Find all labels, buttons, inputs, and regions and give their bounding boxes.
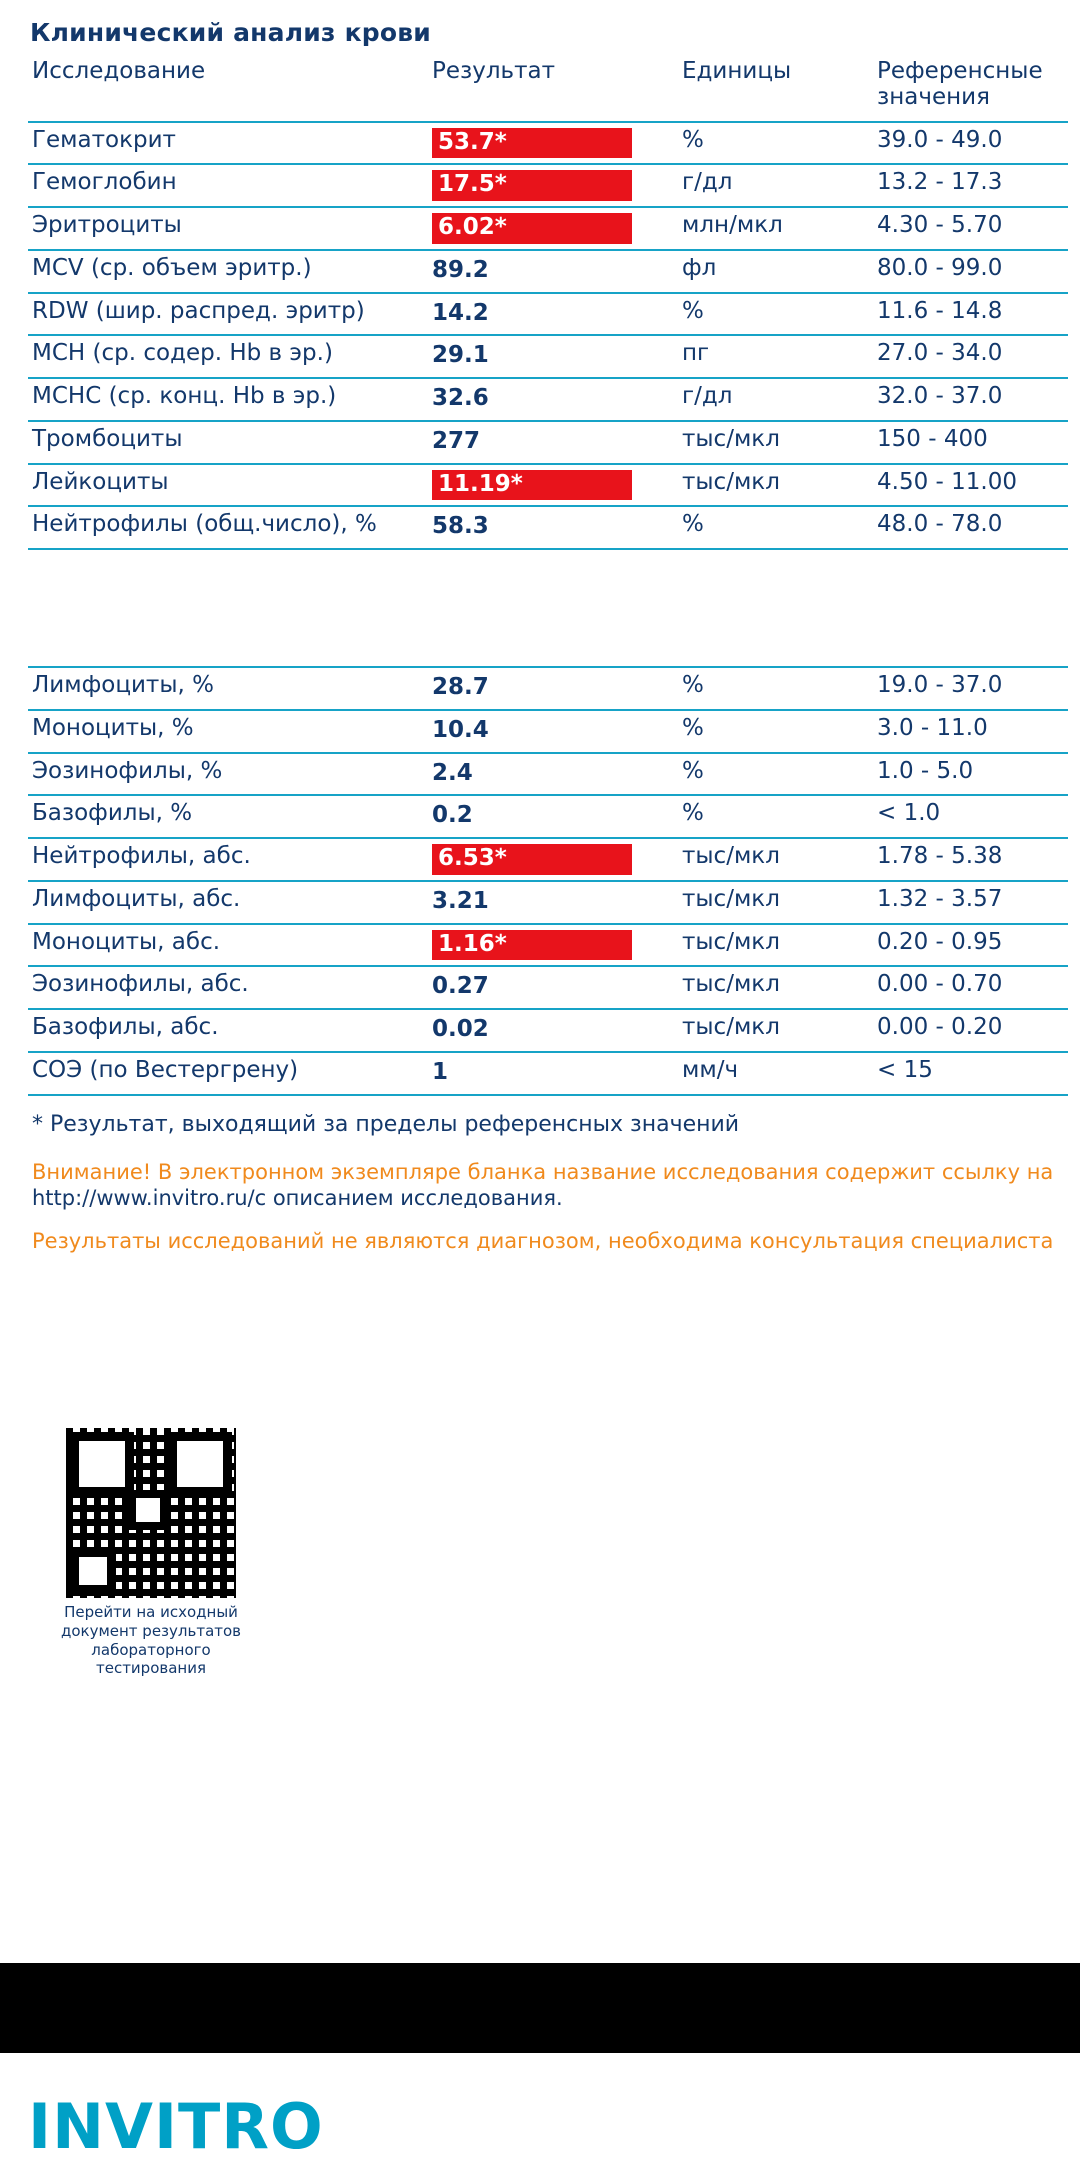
- result-value: 1: [432, 1058, 449, 1085]
- table-row: [28, 164, 1068, 207]
- result-value: 277: [432, 427, 481, 454]
- cell-test-name: Нейтрофилы, абс.: [28, 838, 428, 881]
- cell-reference-range: 4.50 - 11.00: [873, 464, 1068, 507]
- cell-units: млн/мкл: [678, 207, 873, 250]
- attention-url-tail: с описанием исследования.: [254, 1185, 563, 1210]
- table-row: [28, 250, 1068, 293]
- cell-test-name: RDW (шир. распред. эритр): [28, 293, 428, 336]
- cell-result: [428, 335, 678, 378]
- cell-result: [428, 122, 678, 165]
- cell-result: [428, 1052, 678, 1095]
- result-value: 28.7: [432, 674, 489, 700]
- result-value: 29.1: [432, 342, 489, 369]
- result-value: 0.02: [432, 1016, 489, 1042]
- cell-result: [428, 464, 678, 507]
- cell-result: [428, 924, 678, 967]
- cell-test-name: Эритроциты: [28, 207, 428, 250]
- cell-test-name: СОЭ (по Вестергрену): [28, 1052, 428, 1095]
- qr-caption: [58, 1603, 244, 1678]
- attention-url-link[interactable]: http://www.invitro.ru/: [32, 1185, 255, 1210]
- cell-reference-range: 0.00 - 0.70: [873, 966, 1068, 1009]
- table-spacer-row: [28, 549, 1068, 667]
- column-header-units: Единицы: [682, 58, 792, 84]
- cell-units: %: [678, 122, 873, 165]
- table-row: [28, 207, 1068, 250]
- cell-test-name: Лейкоциты: [28, 464, 428, 507]
- result-value: 14.2: [432, 299, 489, 326]
- cell-reference-range: 32.0 - 37.0: [873, 378, 1068, 421]
- cell-reference-range: 150 - 400: [873, 421, 1068, 464]
- cell-units: фл: [678, 250, 873, 293]
- cell-test-name: MCV (ср. объем эритр.): [28, 250, 428, 293]
- cell-test-name: MCHC (ср. конц. Hb в эр.): [28, 378, 428, 421]
- cell-units: мм/ч: [678, 1052, 873, 1095]
- result-abnormal-badge: 6.53*: [432, 844, 632, 875]
- result-abnormal-badge: 53.7*: [432, 128, 632, 159]
- cell-units: пг: [678, 335, 873, 378]
- cell-reference-range: 27.0 - 34.0: [873, 335, 1068, 378]
- cell-result: [428, 795, 678, 838]
- cell-units: тыс/мкл: [678, 838, 873, 881]
- cell-reference-range: 48.0 - 78.0: [873, 506, 1068, 549]
- cell-reference-range: 11.6 - 14.8: [873, 293, 1068, 336]
- cell-reference-range: < 1.0: [873, 795, 1068, 838]
- table-row: [28, 293, 1068, 336]
- column-header-name: Исследование: [32, 58, 206, 84]
- cell-units: тыс/мкл: [678, 966, 873, 1009]
- table-row: [28, 710, 1068, 753]
- qr-caption-line2: документ результатов: [60, 1621, 242, 1640]
- cell-test-name: Эозинофилы, %: [28, 753, 428, 796]
- attention-note: [32, 1159, 1052, 1212]
- qr-eye-bottom-left: [70, 1548, 116, 1594]
- table-row: [28, 1009, 1068, 1052]
- table-row: [28, 122, 1068, 165]
- result-value: 58.3: [432, 513, 489, 540]
- cell-units: тыс/мкл: [678, 1009, 873, 1052]
- result-value: 32.6: [432, 385, 489, 411]
- cell-result: [428, 421, 678, 464]
- table-header-row: [28, 57, 1068, 122]
- table-row: [28, 795, 1068, 838]
- table-row: [28, 966, 1068, 1009]
- cell-reference-range: 39.0 - 49.0: [873, 122, 1068, 165]
- cell-test-name: Моноциты, абс.: [28, 924, 428, 967]
- cell-units: тыс/мкл: [678, 464, 873, 507]
- cell-result: [428, 250, 678, 293]
- table-row: [28, 1052, 1068, 1095]
- attention-text: В электронном экземпляре бланка название исследования содержит ссылку на: [151, 1159, 1054, 1184]
- attention-prefix: Внимание!: [32, 1159, 152, 1184]
- cell-units: %: [678, 710, 873, 753]
- result-value: 2.4: [432, 759, 473, 786]
- table-body: [28, 122, 1068, 1095]
- cell-test-name: Гемоглобин: [28, 164, 428, 207]
- cell-result: [428, 293, 678, 336]
- cell-test-name: Базофилы, абс.: [28, 1009, 428, 1052]
- cell-units: тыс/мкл: [678, 924, 873, 967]
- cell-units: тыс/мкл: [678, 421, 873, 464]
- page-title: Клинический анализ крови: [30, 18, 431, 47]
- result-abnormal-badge: 11.19*: [432, 470, 632, 501]
- cell-test-name: Лимфоциты, абс.: [28, 881, 428, 924]
- cell-test-name: Гематокрит: [28, 122, 428, 165]
- cell-units: %: [678, 667, 873, 710]
- qr-caption-line1: Перейти на исходный: [64, 1603, 238, 1621]
- result-value: 10.4: [432, 716, 489, 743]
- result-value: 0.27: [432, 973, 489, 1000]
- cell-units: %: [678, 753, 873, 796]
- table-row: [28, 838, 1068, 881]
- cell-test-name: Нейтрофилы (общ.число), %: [28, 506, 428, 549]
- cell-test-name: Эозинофилы, абс.: [28, 966, 428, 1009]
- cell-result: [428, 207, 678, 250]
- cell-test-name: Базофилы, %: [28, 795, 428, 838]
- result-value: 89.2: [432, 256, 489, 283]
- column-header-reference-line2: значения: [877, 83, 990, 110]
- cell-result: [428, 966, 678, 1009]
- result-abnormal-badge: 17.5*: [432, 170, 632, 201]
- cell-result: [428, 710, 678, 753]
- results-table: [28, 57, 1068, 1096]
- table-row: [28, 506, 1068, 549]
- qr-block: [58, 1428, 308, 1678]
- cell-reference-range: 1.0 - 5.0: [873, 753, 1068, 796]
- cell-units: г/дл: [678, 164, 873, 207]
- cell-reference-range: 1.32 - 3.57: [873, 881, 1068, 924]
- result-value: 3.21: [432, 887, 489, 914]
- column-header-result: Результат: [432, 58, 556, 84]
- cell-test-name: Лимфоциты, %: [28, 667, 428, 710]
- cell-units: тыс/мкл: [678, 881, 873, 924]
- table-header: [28, 57, 1068, 122]
- cell-test-name: MCH (ср. содер. Hb в эр.): [28, 335, 428, 378]
- result-abnormal-badge: 6.02*: [432, 213, 632, 244]
- cell-units: г/дл: [678, 378, 873, 421]
- footer-black-bar: [0, 1963, 1080, 2053]
- cell-result: [428, 838, 678, 881]
- cell-units: %: [678, 795, 873, 838]
- column-header-reference-line1: Референсные: [877, 58, 1043, 84]
- qr-caption-line3: лабораторного тестирования: [91, 1640, 211, 1678]
- result-value: 0.2: [432, 802, 473, 829]
- cell-reference-range: 0.20 - 0.95: [873, 924, 1068, 967]
- cell-reference-range: 4.30 - 5.70: [873, 207, 1068, 250]
- table-row: [28, 335, 1068, 378]
- table-row: [28, 378, 1068, 421]
- cell-test-name: Тромбоциты: [28, 421, 428, 464]
- invitro-logo: INVITRO: [28, 2090, 324, 2163]
- cell-result: [428, 164, 678, 207]
- cell-reference-range: < 15: [873, 1052, 1068, 1095]
- cell-reference-range: 80.0 - 99.0: [873, 250, 1068, 293]
- qr-center-pattern: [128, 1490, 168, 1530]
- cell-reference-range: 19.0 - 37.0: [873, 667, 1068, 710]
- column-header-reference: [873, 57, 1068, 122]
- footnote-abnormal: * Результат, выходящий за пределы референсных значений: [32, 1111, 740, 1137]
- table-row: [28, 753, 1068, 796]
- cell-reference-range: 1.78 - 5.38: [873, 838, 1068, 881]
- cell-result: [428, 378, 678, 421]
- table-row: [28, 667, 1068, 710]
- diagnosis-note: Результаты исследований не являются диагнозом, необходима консультация специалиста: [32, 1229, 1054, 1253]
- cell-result: [428, 753, 678, 796]
- table-row: [28, 924, 1068, 967]
- table-row: [28, 464, 1068, 507]
- cell-result: [428, 1009, 678, 1052]
- cell-units: %: [678, 293, 873, 336]
- cell-result: [428, 881, 678, 924]
- cell-test-name: Моноциты, %: [28, 710, 428, 753]
- qr-code-icon[interactable]: [66, 1428, 236, 1598]
- cell-units: %: [678, 506, 873, 549]
- cell-result: [428, 506, 678, 549]
- table-row: [28, 881, 1068, 924]
- table-spacer-cell: [28, 549, 1068, 667]
- table-row: [28, 421, 1068, 464]
- cell-reference-range: 3.0 - 11.0: [873, 710, 1068, 753]
- cell-result: [428, 667, 678, 710]
- cell-reference-range: 13.2 - 17.3: [873, 164, 1068, 207]
- result-abnormal-badge: 1.16*: [432, 930, 632, 961]
- cell-reference-range: 0.00 - 0.20: [873, 1009, 1068, 1052]
